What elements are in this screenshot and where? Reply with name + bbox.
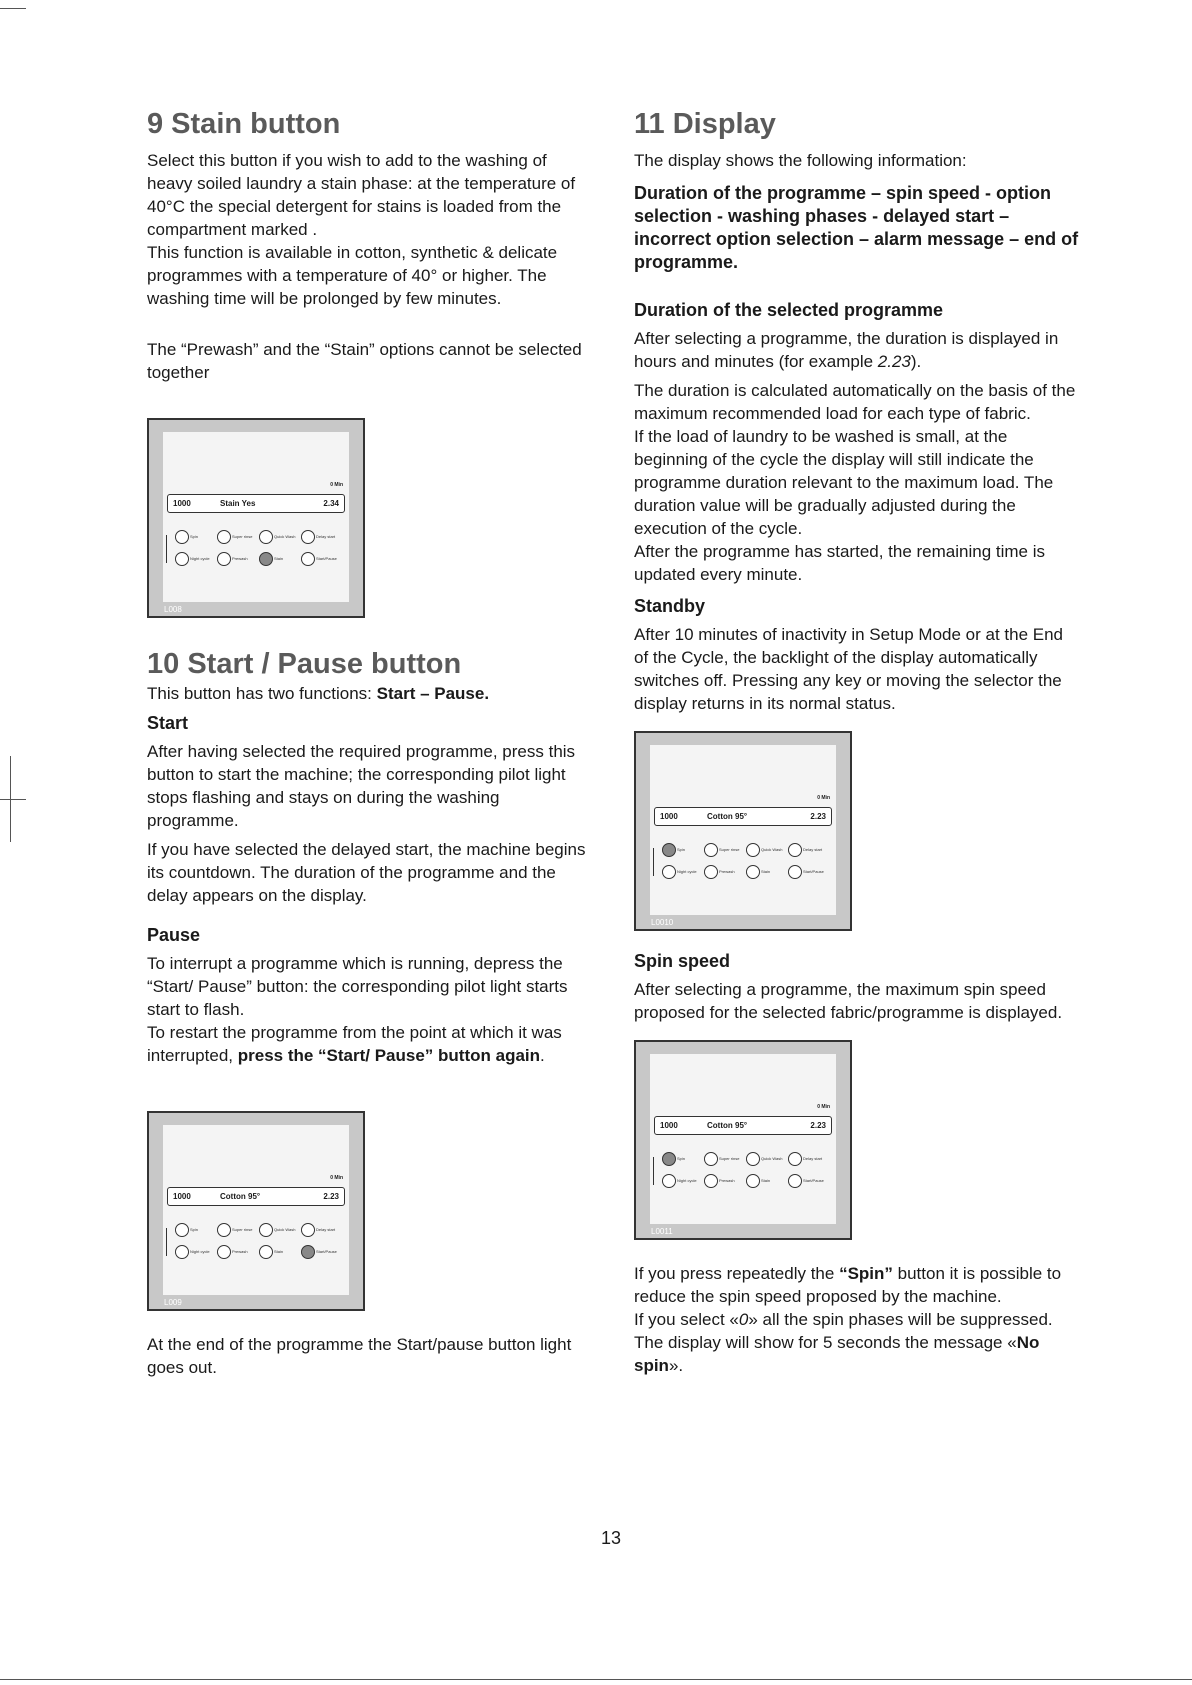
crop-mark-left-h bbox=[0, 799, 26, 800]
press-para-1-end: button it is possible to reduce the spin speed proposed by the machine. bbox=[634, 1264, 1062, 1307]
duration-example: 2.23 bbox=[877, 352, 911, 372]
press-para-2-zero: 0 bbox=[738, 1310, 749, 1330]
duration-para-1-end: ). bbox=[910, 352, 922, 372]
stain-label: Stain bbox=[274, 1248, 284, 1254]
spin-button[interactable] bbox=[175, 1223, 189, 1237]
prewash-label: Prewash bbox=[719, 1178, 735, 1184]
spin-label: Spin bbox=[677, 1156, 686, 1162]
quick-wash-button[interactable] bbox=[259, 530, 273, 544]
duration-para-3: If the load of laundry to be washed is small, at the beginning of the cycle the display will still indicate the programme duration relevant to the maximum load. The duration value will be gradually adjusted during the execution of the cycle. bbox=[634, 427, 1054, 539]
bottom-rule bbox=[0, 1679, 1192, 1680]
lcd-duration: 2.23 bbox=[323, 1191, 339, 1201]
stain-button[interactable] bbox=[746, 865, 760, 879]
standby-para: After 10 minutes of inactivity in Setup Mode or at the End of the Cycle, the backlight of the display automatically switches off. Pressing any key or moving the selector the display returns in its normal status. bbox=[634, 625, 1064, 714]
child-lock-bracket bbox=[653, 1157, 659, 1185]
super-rinse-label: Super rinse bbox=[719, 1156, 740, 1162]
right-column bbox=[634, 108, 1080, 1383]
start-heading: Start bbox=[147, 712, 189, 733]
delay-start-label: Delay start bbox=[803, 847, 823, 853]
crop-mark-top bbox=[0, 8, 26, 9]
delay-start-button[interactable] bbox=[301, 530, 315, 544]
lcd-display bbox=[167, 1187, 345, 1206]
lcd-spin: 1000 bbox=[660, 812, 678, 822]
stain-button[interactable] bbox=[259, 552, 273, 566]
night-cycle-button[interactable] bbox=[175, 1245, 189, 1259]
section-10-title: 10 Start / Pause button bbox=[147, 648, 462, 681]
panel-figure-start-pause bbox=[147, 1111, 365, 1311]
spin-speed-heading: Spin speed bbox=[634, 951, 731, 972]
pause-para-1: To interrupt a programme which is running, depress the “Start/ Pause” button: the corresponding pilot light starts start to flash. bbox=[147, 953, 568, 1019]
page-number: 13 bbox=[600, 1528, 622, 1548]
lcd-status: 0 Min bbox=[817, 1104, 830, 1111]
left-column bbox=[147, 108, 593, 1385]
spin-speed-para: After selecting a programme, the maximum spin speed proposed for the selected fabric/programme is displayed. bbox=[634, 980, 1063, 1023]
prewash-button[interactable] bbox=[217, 552, 231, 566]
stain-label: Stain bbox=[761, 869, 771, 875]
duration-para-2: The duration is calculated automatically on the basis of the maximum recommended load for each type of fabric. bbox=[634, 381, 1076, 424]
start-pause-button[interactable] bbox=[788, 865, 802, 879]
start-para-1: After having selected the required programme, press this button to start the machine; the corresponding pilot light stops flashing and stays on during the washing programme. bbox=[147, 741, 576, 830]
s9-para-1: Select this button if you wish to add to the washing of heavy soiled laundry a stain phase: at the temperature of 40°C the special detergent for stains is loaded from the compartment marked . bbox=[147, 151, 576, 240]
quick-wash-button[interactable] bbox=[259, 1223, 273, 1237]
press-para-3-end: ». bbox=[668, 1356, 684, 1376]
lcd-status: 0 Min bbox=[330, 1174, 343, 1181]
stain-button[interactable] bbox=[746, 1174, 760, 1188]
night-cycle-label: Night cycle bbox=[190, 1248, 210, 1254]
night-cycle-label: Night cycle bbox=[190, 556, 210, 562]
display-intro: The display shows the following information: bbox=[634, 151, 967, 171]
duration-para-1 bbox=[634, 327, 1080, 373]
display-info-list: Duration of the programme – spin speed - option selection - washing phases - delayed start – incorrect option selection – alarm message – end of programme. bbox=[634, 183, 1079, 273]
spin-label: Spin bbox=[190, 534, 199, 540]
quick-wash-button[interactable] bbox=[746, 843, 760, 857]
child-lock-bracket bbox=[166, 535, 172, 563]
stain-label: Stain bbox=[761, 1178, 771, 1184]
s10-intro-bold: Start – Pause. bbox=[376, 683, 490, 703]
pause-para-2-end: . bbox=[540, 1045, 545, 1065]
press-para-2-end: » all the spin phases will be suppressed. bbox=[748, 1310, 1053, 1330]
lcd-programme: Cotton 95° bbox=[220, 1191, 261, 1201]
super-rinse-label: Super rinse bbox=[719, 847, 740, 853]
s10-intro bbox=[147, 682, 593, 705]
spin-button[interactable] bbox=[662, 1152, 676, 1166]
lcd-display bbox=[654, 1116, 832, 1135]
press-para-1-text: If you press repeatedly the bbox=[634, 1264, 840, 1284]
press-para-3-text: The display will show for 5 seconds the message « bbox=[634, 1333, 1017, 1353]
night-cycle-label: Night cycle bbox=[677, 869, 697, 875]
lcd-duration: 2.23 bbox=[810, 812, 826, 822]
section-9-title: 9 Stain button bbox=[147, 108, 341, 140]
panel-figure-stain bbox=[147, 418, 365, 618]
section-11-title: 11 Display bbox=[634, 108, 776, 140]
quick-wash-label: Quick Wash bbox=[274, 1226, 296, 1232]
duration-heading: Duration of the selected programme bbox=[634, 300, 944, 321]
lcd-programme: Cotton 95° bbox=[707, 1121, 748, 1131]
panel-figure-display bbox=[634, 731, 852, 931]
control-panel bbox=[650, 1054, 836, 1224]
super-rinse-button[interactable] bbox=[704, 1152, 718, 1166]
night-cycle-label: Night cycle bbox=[677, 1178, 697, 1184]
super-rinse-label: Super rinse bbox=[232, 534, 253, 540]
start-pause-label: Start/Pause bbox=[316, 1248, 337, 1254]
panel-figure-spin bbox=[634, 1040, 852, 1240]
night-cycle-button[interactable] bbox=[662, 865, 676, 879]
pause-para-2-bold: press the “Start/ Pause” button again bbox=[237, 1045, 541, 1065]
stain-label: Stain bbox=[274, 556, 284, 562]
delay-start-label: Delay start bbox=[803, 1156, 823, 1162]
s10-intro-text: This button has two functions: bbox=[147, 683, 377, 703]
lcd-spin: 1000 bbox=[173, 499, 191, 509]
press-para-1 bbox=[634, 1262, 1080, 1308]
press-para-3-bold: No spin bbox=[634, 1333, 1040, 1376]
control-panel bbox=[163, 432, 349, 602]
pause-para-2 bbox=[147, 1021, 593, 1067]
child-lock-bracket bbox=[166, 1228, 172, 1256]
start-pause-label: Start/Pause bbox=[803, 1178, 824, 1184]
start-pause-button[interactable] bbox=[788, 1174, 802, 1188]
pause-heading: Pause bbox=[147, 924, 201, 945]
delay-start-button[interactable] bbox=[788, 1152, 802, 1166]
lcd-spin: 1000 bbox=[660, 1121, 678, 1131]
lcd-duration: 2.34 bbox=[323, 499, 339, 509]
control-panel bbox=[650, 745, 836, 915]
lcd-status: 0 Min bbox=[817, 795, 830, 802]
delay-start-button[interactable] bbox=[788, 843, 802, 857]
quick-wash-button[interactable] bbox=[746, 1152, 760, 1166]
spin-label: Spin bbox=[677, 847, 686, 853]
pause-para-2-text: To restart the programme from the point at which it was interrupted, bbox=[147, 1022, 562, 1065]
child-lock-bracket bbox=[653, 848, 659, 876]
prewash-button[interactable] bbox=[704, 865, 718, 879]
prewash-label: Prewash bbox=[232, 556, 248, 562]
duration-para-4: After the programme has started, the remaining time is updated every minute. bbox=[634, 542, 1046, 585]
spin-label: Spin bbox=[190, 1226, 199, 1232]
end-para: At the end of the programme the Start/pause button light goes out. bbox=[147, 1334, 572, 1377]
lcd-programme: Stain Yes bbox=[220, 499, 256, 509]
figure-code: L0011 bbox=[651, 1227, 673, 1237]
lcd-display bbox=[167, 494, 345, 513]
prewash-button[interactable] bbox=[704, 1174, 718, 1188]
quick-wash-label: Quick Wash bbox=[274, 534, 296, 540]
press-para-1-bold: “Spin” bbox=[839, 1264, 893, 1284]
press-para-2-text: If you select « bbox=[634, 1310, 739, 1330]
figure-code: L0010 bbox=[651, 918, 674, 928]
lcd-programme: Cotton 95° bbox=[707, 812, 748, 822]
night-cycle-button[interactable] bbox=[662, 1174, 676, 1188]
lcd-spin: 1000 bbox=[173, 1191, 191, 1201]
press-para-3 bbox=[634, 1331, 1080, 1377]
prewash-button[interactable] bbox=[217, 1245, 231, 1259]
lcd-duration: 2.23 bbox=[810, 1121, 826, 1131]
stain-button[interactable] bbox=[259, 1245, 273, 1259]
figure-code: L008 bbox=[164, 605, 182, 615]
super-rinse-button[interactable] bbox=[704, 843, 718, 857]
s9-para-2: This function is available in cotton, synthetic & delicate programmes with a temperature of 40° or higher. The washing time will be prolonged by few minutes. bbox=[147, 243, 558, 309]
night-cycle-button[interactable] bbox=[175, 552, 189, 566]
start-pause-button[interactable] bbox=[301, 1245, 315, 1259]
start-para-2: If you have selected the delayed start, the machine begins its countdown. The duration of the programme and the delay appears on the display. bbox=[147, 839, 586, 905]
spin-button[interactable] bbox=[662, 843, 676, 857]
quick-wash-label: Quick Wash bbox=[761, 1156, 783, 1162]
start-pause-button[interactable] bbox=[301, 552, 315, 566]
duration-para-1-text: After selecting a programme, the duration is displayed in hours and minutes (for example bbox=[634, 329, 1059, 372]
s9-para-3: The “Prewash” and the “Stain” options cannot be selected together bbox=[147, 340, 582, 383]
figure-code: L009 bbox=[164, 1297, 182, 1307]
start-pause-label: Start/Pause bbox=[316, 556, 337, 562]
crop-mark-left-v bbox=[10, 756, 11, 842]
delay-start-button[interactable] bbox=[301, 1223, 315, 1237]
press-para-2 bbox=[634, 1308, 1080, 1331]
lcd-status: 0 Min bbox=[330, 482, 343, 489]
delay-start-label: Delay start bbox=[316, 534, 336, 540]
control-panel bbox=[163, 1125, 349, 1295]
start-pause-label: Start/Pause bbox=[803, 869, 824, 875]
prewash-label: Prewash bbox=[719, 869, 735, 875]
super-rinse-label: Super rinse bbox=[232, 1226, 253, 1232]
spin-button[interactable] bbox=[175, 530, 189, 544]
super-rinse-button[interactable] bbox=[217, 530, 231, 544]
super-rinse-button[interactable] bbox=[217, 1223, 231, 1237]
quick-wash-label: Quick Wash bbox=[761, 847, 783, 853]
standby-heading: Standby bbox=[634, 596, 706, 617]
lcd-display bbox=[654, 807, 832, 826]
prewash-label: Prewash bbox=[232, 1248, 248, 1254]
delay-start-label: Delay start bbox=[316, 1226, 336, 1232]
